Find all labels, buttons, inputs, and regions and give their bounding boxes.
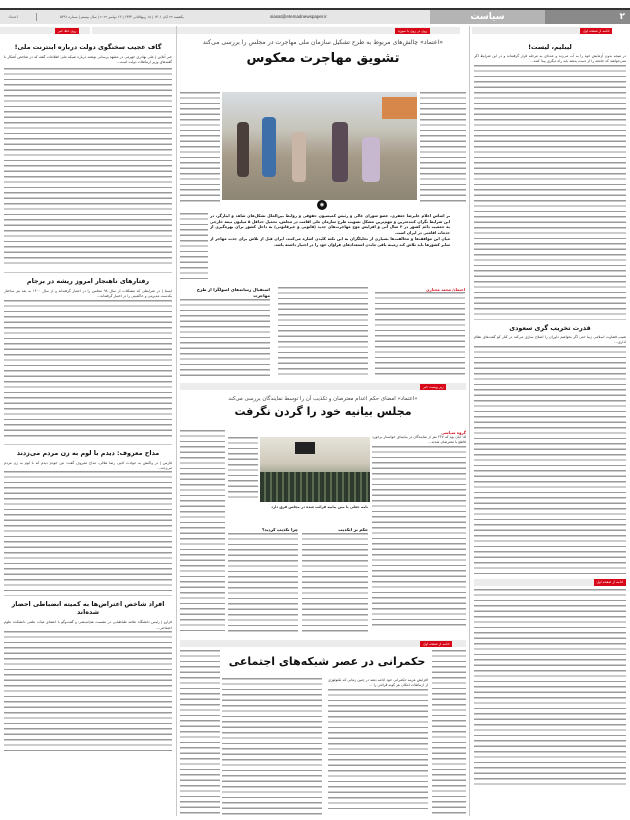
date-line: یکشنبه ۲۲ آبان ۱۴۰۱ | ۱۸ ربیع‌الثانی ۱۴۴۴ | ۱۳ نوامبر ۲۰۲۲ | سال بیستم | شماره ۵۳۹۱ [60, 15, 184, 19]
text-lines [328, 689, 428, 809]
right-second-kicker: ادامه از صفحه اول [594, 579, 626, 586]
migration-photo [222, 92, 417, 200]
text-lines [228, 437, 258, 502]
center-top-lead [210, 213, 450, 283]
text-lines [420, 92, 466, 202]
center-top-body-col [278, 287, 368, 377]
photo-side-text [228, 437, 258, 502]
photo-figure [332, 122, 348, 182]
photo-figure [237, 122, 249, 177]
news-body-3: فارس | در واکنش به حوادث اخیر، رضا هلالی، مداح معروف گفت: من خودم دیدم که با لوم به زن مردم می‌زدند... [4, 460, 172, 471]
photo-seats [260, 472, 370, 502]
news-title-2[interactable]: رفتارهای ناهنجار امروز ریشه در برجام [26, 276, 150, 285]
right-second-body: شیب قضاوت اسلامی زیبا حتی اگر بخواهیم داوران را اصلاح سازی می‌کند در کنار کو گفت‌های نظام اداری... [474, 334, 626, 345]
bottom-kicker: ادامه از صفحه اول [420, 641, 452, 647]
center-bottom-title[interactable]: مجلس بیانیه خود را گردن نگرفت [234, 405, 412, 418]
center-top-headline [180, 38, 466, 88]
text-lines [474, 346, 626, 576]
news-title-1[interactable]: گاف عجیب سخنگوی دولت درباره اینترنت ملی! [14, 43, 162, 51]
center-top-left-text [180, 92, 220, 202]
photo-figure [362, 137, 380, 182]
newspaper-logo: اعتماد [8, 14, 19, 19]
center-bottom-col [228, 527, 298, 635]
text-lines [180, 213, 208, 283]
header-divider [36, 13, 37, 21]
center-bottom-headline [180, 395, 466, 425]
center-bottom-subtitle: «اعتماد» امضای حکم اعدام معترضان و تکذیب آن را توسط نمایندگان بررسی می‌کند [228, 396, 418, 402]
center-bottom-subhead-2: حکم بر اتکذیب [338, 527, 368, 532]
center-bottom-col [372, 430, 466, 635]
photo-figure [262, 117, 276, 177]
news-title-4[interactable]: افراد شاخص اعتراض‌ها به کمیته انضباطی احضار شده‌اند [11, 600, 165, 617]
lead-point-2: میان این مواقف‌ها و مخالفت‌ها بسیاری از تحلیلگران به این نکته کلیدی اشاره می‌کنند، ایران قبل از تلاش برای جذب مهاجر از سایر کشورها باید تلاش کند زمینه باقی ماندن استعدادهای فراوان خود را در اختیار داشته باشد. [210, 236, 450, 247]
parliament-photo-caption: نامه جعلی با متن بیانیه قرائت شده در مجلس فرق دارد [271, 505, 368, 509]
right-second-title[interactable]: قدرت تخریب گری سعودی [509, 323, 591, 332]
news-body-lines [4, 68, 172, 268]
text-lines [222, 678, 322, 815]
right-second-kicker-bar [474, 579, 626, 586]
center-bottom-subhead: چرا تکذیب کردید؟ [261, 527, 298, 532]
subhead-wrap [182, 120, 220, 130]
center-top-subhead: استقبال رسانه‌های اصولگرا از طرح مهاجرت [196, 287, 270, 298]
center-bottom-col [302, 527, 368, 635]
news-body-lines [4, 300, 172, 440]
left-column [4, 37, 172, 815]
bottom-headline [222, 655, 432, 675]
lead-point-1: بر اساس اعلام علیرضا جعفری، عضو شورای عالی و رئیس کمیسیون حقوقی و روابط بین‌الملل تشکل‌های شاهد و ایثارگر، در این شرایط نگران کننده‌ترین و مهم‌ترین مشکل تصویب طرح سازمان ملی اقامت در مجلس، تحمیل حداقل ۵ میلیون نیمه خارجی به جمعیت دائم کشور در ۳ سال آتی و افزایش موج مهاجرت‌های جدید (قانونی و غیرقانونی) به داخل کشور برای بهره‌گیری از خدمات اقامتی در ایران است. [210, 213, 450, 235]
text-lines [180, 650, 220, 815]
center-top-title[interactable]: تشویق مهاجرت معکوس [246, 51, 400, 66]
bottom-body: افزایش هزینه حکمرانی خود ادامه دهند در چنین زمانی که تکنولوژی از ارتباطات امکان هر گونه قرائتی را ... [328, 678, 428, 688]
news-body-4: فرارو | رئیس دانشگاه علامه طباطبایی در نشست هم‌اندیشی و گفت‌وگو با اعضای هیات علمی دانشکده علوم اجتماعی... [4, 620, 172, 630]
text-lines [228, 533, 298, 633]
right-kicker: ادامه از صفحه اول [580, 28, 612, 34]
bottom-col [180, 650, 220, 815]
right-title[interactable]: لیبلیم، لیست! [528, 43, 572, 51]
bottom-title[interactable]: حکمرانی در عصر شبکه‌های اجتماعی [228, 655, 426, 668]
section-banner [430, 10, 630, 24]
camera-icon: ◉ [317, 200, 327, 210]
right-column [474, 37, 626, 815]
right-body: در نتیجه بدون آزمایش خود را به آب می‌زند و عده‌ای به مرحله قرار گرفته‌اند و در این شرایط اگر نمی‌خواهند که جامعه را از دست بدهند باید راه دیگری پیدا کنند... [474, 54, 626, 64]
photo-caption-wrap [228, 505, 368, 525]
news-body-lines [4, 471, 172, 591]
text-lines [375, 292, 465, 376]
left-kicker: روی خط خبر [55, 28, 79, 34]
text-lines [432, 650, 466, 815]
parliament-photo [260, 437, 370, 502]
center-top-body-col [375, 287, 465, 377]
center-bottom-col [180, 430, 225, 635]
text-lines [302, 533, 368, 633]
bottom-col [432, 650, 466, 815]
divider [4, 272, 172, 273]
text-lines [278, 287, 368, 377]
news-body-lines [4, 631, 172, 751]
center-bottom-kicker: زیر پوست خبر [420, 384, 446, 390]
text-lines [180, 430, 225, 635]
text-lines [474, 589, 626, 789]
text-lines [180, 92, 220, 202]
text-lines [474, 65, 626, 315]
section-email[interactable]: siasat@etemadnewspaper.ir [270, 14, 327, 19]
news-title-3[interactable]: مداح معروف: دیدم با لوم به زن مردم می‌زدند [16, 448, 160, 457]
news-body-2: ایسنا | در شرایطی که مشکلات از سال ۹۸ مجلس را در اختیار گرفته‌اند و از سال ۱۴۰۰ به بعد نیز ساختار یکدست مدیریتی و حاکمیتی را در اختیار گرفته‌اند... [4, 288, 172, 299]
photo-vehicle [382, 97, 417, 119]
center-bottom-body: ۱۵ آبان بود که ۲۲۷ نفر از نمایندگان در بیانیه‌ای خواستار برخورد قاطع با معترضان شدند... [372, 435, 466, 445]
center-top-author: اعتماد/ محمد مختاری [426, 287, 465, 292]
bottom-col [222, 678, 322, 815]
text-lines [180, 299, 270, 377]
center-bottom-author: گروه سیاسی [441, 430, 466, 435]
divider [474, 319, 626, 320]
divider [4, 595, 172, 596]
center-top-left-text2 [180, 213, 208, 283]
column-rule [469, 26, 470, 816]
photo-figure [292, 132, 306, 182]
text-lines [372, 446, 466, 626]
divider [4, 444, 172, 445]
center-top-right-text [420, 92, 466, 202]
section-title: سیاست [430, 10, 545, 24]
bottom-col [328, 678, 428, 815]
photo-screen [295, 442, 315, 454]
center-top-body-col [180, 287, 270, 377]
column-rule [176, 26, 177, 816]
center-top-kicker: روی در روی با سوژه [395, 28, 430, 34]
center-top-subtitle: «اعتماد» چالش‌های مربوط به طرح تشکیل سازمان ملی مهاجرت در مجلس را بررسی می‌کند [202, 39, 444, 46]
news-body-1: خبر آنلاین | علی بهادری جهرمی در مشهد پرسانی نوشته درباره شبکه ملی اطلاعات گفته که در شاخص آشکار با گفته‌های وزیر ارتباطات دولت است... [4, 55, 172, 65]
page-number: ۲ [545, 10, 630, 24]
